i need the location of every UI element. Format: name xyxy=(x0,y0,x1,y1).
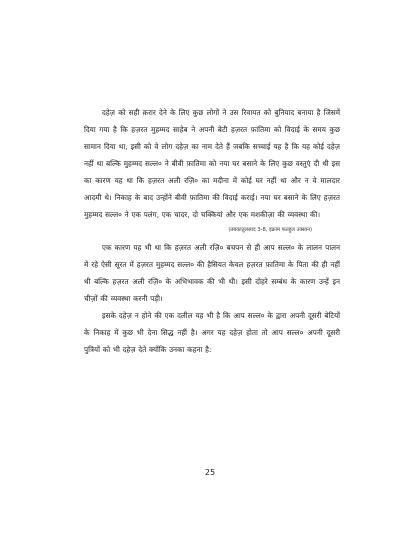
paragraph-dowry-narration: दहेज़ को सही क़रार देने के लिए कुछ लोगों ने उस रिवायत को बुनियाद बनाया है जिसमें दिया गया है कि हज़रत मुहम्मद साहेब ने अपनी बेटी हज़रत फ़ातिमा को विदाई के समय कुछ सामान दिया था, इसी को वे लोग दहेज़ का नाम देते हैं जबकि सच्चाई यह है कि यह कोई दहेज़ नहीं था बल्कि मुहम्मद सल्ल० ने बीवी फ़ातिमा को नया घर बसाने के लिए कुछ वस्तुएं दी थी इस का कारण यह था कि हज़रत अली रज़ि० का मदीना में कोई घर नहीं था और न वे मालदार आदमी थे। निकाह के बाद उन्होंने बीवी फ़ातिमा की विदाई कराई। नया घर बसाने के लिए हज़रत मुहम्मद सल्ल० ने एक पलंग, एक चादर, दो चक्कियां और एक मशकीज़ा की व्यवस्था की। xyxy=(84,108,340,219)
citation-reference: (तबकातुलसाद 3-8, इक्राम फतहुल उक्सान) xyxy=(228,227,312,233)
paragraph-other-daughters-argument: इसके दहेज़ न होने की एक दलील यह भी है कि आप सल्ल० के द्वारा अपनी दूसरी बेटियों के निकाह में कुछ भी देना सिद्ध नहीं है। अगर यह दहेज़ होता तो आप सल्ल० अपनी दूसरी पुत्रियों को भी दहेज़ देते क्योंकि उनका कहना है: xyxy=(84,311,340,354)
page-body xyxy=(84,104,340,358)
paragraph-guardian-reason: एक कारण यह भी था कि हज़रत अली रज़ि० बचपन से ही आप सल्ल० के लालन पालन में रहे ऐसी सूरत में हज़रत मुहम्मद सल्ल० की हैसियत केवल हज़रत फ़ातिमा के पिता की ही नहीं थी बल्कि हज़रत अली रज़ि० के अभिभावक की भी थी। इसी दोहरे सम्बंध के कारण उन्हें इन चीज़ों की व्यवस्था करनी पड़ी। xyxy=(84,243,340,303)
page-number: 25 xyxy=(204,468,216,477)
